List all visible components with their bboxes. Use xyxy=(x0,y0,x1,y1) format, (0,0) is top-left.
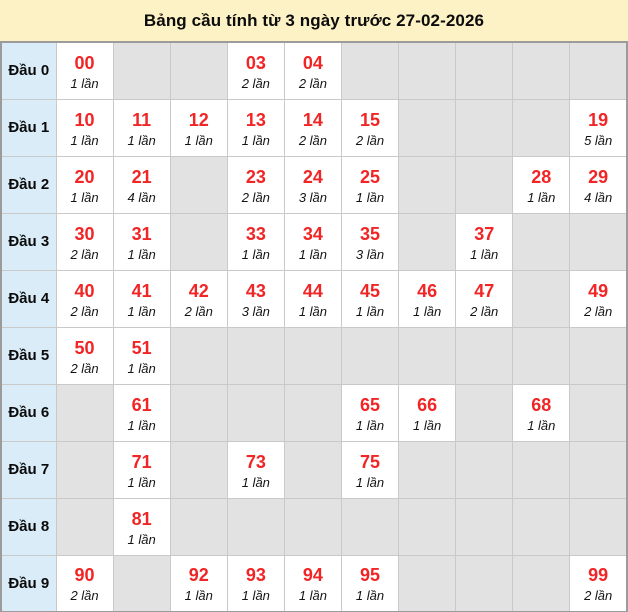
count-value: 1 lần xyxy=(127,360,156,376)
empty-cell xyxy=(513,441,570,498)
count-value: 1 lần xyxy=(355,417,385,433)
empty-cell xyxy=(399,213,456,270)
count-value: 1 lần xyxy=(184,588,213,604)
empty-cell xyxy=(284,498,341,555)
empty-cell xyxy=(227,327,284,384)
empty-cell xyxy=(456,498,513,555)
count-value: 2 lần xyxy=(241,189,270,205)
number-cell xyxy=(513,156,570,213)
number-value: 29 xyxy=(588,166,609,187)
empty-cell xyxy=(513,99,570,156)
number-value: 12 xyxy=(188,109,209,130)
number-cell xyxy=(284,99,341,156)
number-cell xyxy=(341,555,398,612)
empty-cell xyxy=(570,327,627,384)
count-value: 1 lần xyxy=(355,588,385,604)
count-value: 1 lần xyxy=(70,189,99,205)
number-value: 33 xyxy=(245,223,266,244)
number-value: 68 xyxy=(531,394,552,415)
table-row xyxy=(1,270,627,327)
table-row xyxy=(1,213,627,270)
empty-cell xyxy=(456,327,513,384)
empty-cell xyxy=(570,384,627,441)
number-cell xyxy=(341,441,398,498)
empty-cell xyxy=(513,213,570,270)
number-value: 40 xyxy=(74,280,95,301)
number-value: 35 xyxy=(360,223,381,244)
number-value: 50 xyxy=(74,337,95,358)
count-value: 2 lần xyxy=(70,588,99,604)
count-value: 1 lần xyxy=(413,303,442,319)
number-value: 61 xyxy=(131,394,152,415)
empty-cell xyxy=(284,384,341,441)
number-cell xyxy=(341,270,398,327)
number-value: 00 xyxy=(74,52,95,73)
number-value: 44 xyxy=(302,280,323,301)
number-cell xyxy=(113,441,170,498)
count-value: 1 lần xyxy=(527,417,556,433)
empty-cell xyxy=(570,441,627,498)
empty-cell xyxy=(227,498,284,555)
count-value: 1 lần xyxy=(355,474,385,490)
count-value: 1 lần xyxy=(241,132,270,148)
number-cell xyxy=(284,270,341,327)
count-value: 2 lần xyxy=(298,75,328,91)
count-value: 1 lần xyxy=(127,417,156,433)
count-value: 4 lần xyxy=(584,189,613,205)
number-value: 46 xyxy=(417,280,438,301)
number-value: 21 xyxy=(131,166,152,187)
number-cell xyxy=(284,213,341,270)
empty-cell xyxy=(170,156,227,213)
count-value: 1 lần xyxy=(127,246,156,262)
empty-cell xyxy=(284,327,341,384)
table-row xyxy=(1,99,627,156)
number-cell xyxy=(284,42,341,99)
number-value: 13 xyxy=(245,109,266,130)
number-value: 28 xyxy=(531,166,552,187)
empty-cell xyxy=(570,213,627,270)
empty-cell xyxy=(227,384,284,441)
count-value: 2 lần xyxy=(355,132,385,148)
count-value: 1 lần xyxy=(355,303,385,319)
empty-cell xyxy=(56,441,113,498)
number-cell xyxy=(341,99,398,156)
empty-cell xyxy=(170,384,227,441)
number-value: 34 xyxy=(302,223,323,244)
empty-cell xyxy=(456,156,513,213)
number-cell xyxy=(399,384,456,441)
empty-cell xyxy=(56,384,113,441)
number-cell xyxy=(227,42,284,99)
count-value: 1 lần xyxy=(470,246,499,262)
empty-cell xyxy=(570,42,627,99)
table-row xyxy=(1,384,627,441)
count-value: 1 lần xyxy=(127,474,156,490)
number-value: 51 xyxy=(131,337,152,358)
table-row xyxy=(1,498,627,555)
number-value: 23 xyxy=(245,166,266,187)
count-value: 1 lần xyxy=(127,132,156,148)
count-value: 2 lần xyxy=(70,360,99,376)
empty-cell xyxy=(570,498,627,555)
empty-cell xyxy=(513,42,570,99)
number-value: 66 xyxy=(417,394,438,415)
number-value: 24 xyxy=(302,166,323,187)
row-label: Đầu 1 xyxy=(1,99,56,156)
number-cell xyxy=(170,555,227,612)
count-value: 1 lần xyxy=(127,531,156,547)
row-label: Đầu 6 xyxy=(1,384,56,441)
table-row xyxy=(1,327,627,384)
count-value: 1 lần xyxy=(355,189,385,205)
number-value: 10 xyxy=(74,109,95,130)
empty-cell xyxy=(456,99,513,156)
count-value: 2 lần xyxy=(298,132,328,148)
empty-cell xyxy=(513,498,570,555)
empty-cell xyxy=(170,498,227,555)
cau-frequency-table xyxy=(0,41,628,612)
number-cell xyxy=(227,213,284,270)
empty-cell xyxy=(456,42,513,99)
table-row xyxy=(1,441,627,498)
number-value: 30 xyxy=(74,223,95,244)
count-value: 1 lần xyxy=(184,132,213,148)
number-cell xyxy=(56,327,113,384)
number-cell xyxy=(456,213,513,270)
empty-cell xyxy=(513,270,570,327)
count-value: 2 lần xyxy=(470,303,499,319)
number-cell xyxy=(56,555,113,612)
row-label: Đầu 9 xyxy=(1,555,56,612)
empty-cell xyxy=(513,555,570,612)
empty-cell xyxy=(399,498,456,555)
count-value: 2 lần xyxy=(584,303,613,319)
table-row xyxy=(1,42,627,99)
count-value: 1 lần xyxy=(241,474,270,490)
count-value: 3 lần xyxy=(298,189,328,205)
number-cell xyxy=(227,555,284,612)
number-value: 99 xyxy=(588,565,609,586)
number-value: 04 xyxy=(302,52,323,73)
number-value: 41 xyxy=(131,280,152,301)
empty-cell xyxy=(399,555,456,612)
number-value: 19 xyxy=(588,109,609,130)
count-value: 2 lần xyxy=(184,303,213,319)
count-value: 2 lần xyxy=(584,588,613,604)
number-cell xyxy=(284,555,341,612)
empty-cell xyxy=(341,498,398,555)
number-value: 92 xyxy=(188,565,209,586)
empty-cell xyxy=(170,327,227,384)
number-value: 73 xyxy=(245,451,266,472)
count-value: 1 lần xyxy=(298,303,328,319)
number-cell xyxy=(56,213,113,270)
number-cell xyxy=(56,42,113,99)
number-cell xyxy=(170,270,227,327)
number-cell xyxy=(570,555,627,612)
number-cell xyxy=(456,270,513,327)
number-value: 37 xyxy=(474,223,495,244)
number-value: 14 xyxy=(302,109,323,130)
number-value: 25 xyxy=(360,166,381,187)
empty-cell xyxy=(113,555,170,612)
empty-cell xyxy=(513,327,570,384)
number-cell xyxy=(56,99,113,156)
number-cell xyxy=(570,270,627,327)
empty-cell xyxy=(456,441,513,498)
number-value: 71 xyxy=(131,451,152,472)
empty-cell xyxy=(399,156,456,213)
number-cell xyxy=(570,156,627,213)
number-cell xyxy=(399,270,456,327)
number-value: 94 xyxy=(302,565,323,586)
number-value: 65 xyxy=(360,394,381,415)
empty-cell xyxy=(56,498,113,555)
count-value: 1 lần xyxy=(70,132,99,148)
number-cell xyxy=(227,99,284,156)
table-row xyxy=(1,156,627,213)
row-label: Đầu 5 xyxy=(1,327,56,384)
count-value: 1 lần xyxy=(241,588,270,604)
cau-table-body xyxy=(1,42,627,612)
empty-cell xyxy=(341,42,398,99)
count-value: 5 lần xyxy=(584,132,613,148)
number-cell xyxy=(56,156,113,213)
table-title: Bảng cầu tính từ 3 ngày trước 27-02-2026 xyxy=(0,0,628,41)
number-cell xyxy=(341,156,398,213)
count-value: 3 lần xyxy=(241,303,270,319)
empty-cell xyxy=(170,441,227,498)
number-cell xyxy=(56,270,113,327)
empty-cell xyxy=(399,441,456,498)
row-label: Đầu 7 xyxy=(1,441,56,498)
number-cell xyxy=(113,99,170,156)
number-value: 75 xyxy=(360,451,381,472)
row-label: Đầu 8 xyxy=(1,498,56,555)
count-value: 1 lần xyxy=(127,303,156,319)
number-cell xyxy=(341,384,398,441)
row-label: Đầu 4 xyxy=(1,270,56,327)
number-cell xyxy=(227,156,284,213)
count-value: 4 lần xyxy=(127,189,156,205)
number-cell xyxy=(113,327,170,384)
number-cell xyxy=(570,99,627,156)
empty-cell xyxy=(170,42,227,99)
count-value: 2 lần xyxy=(70,246,99,262)
number-cell xyxy=(113,156,170,213)
count-value: 1 lần xyxy=(70,75,99,91)
number-cell xyxy=(170,99,227,156)
empty-cell xyxy=(399,327,456,384)
number-cell xyxy=(513,384,570,441)
number-value: 90 xyxy=(74,565,95,586)
empty-cell xyxy=(284,441,341,498)
empty-cell xyxy=(170,213,227,270)
number-cell xyxy=(113,498,170,555)
number-value: 43 xyxy=(245,280,266,301)
row-label: Đầu 3 xyxy=(1,213,56,270)
empty-cell xyxy=(399,42,456,99)
number-value: 49 xyxy=(588,280,609,301)
count-value: 1 lần xyxy=(298,588,328,604)
number-cell xyxy=(341,213,398,270)
number-value: 81 xyxy=(131,508,152,529)
number-value: 42 xyxy=(188,280,209,301)
table-row xyxy=(1,555,627,612)
empty-cell xyxy=(341,327,398,384)
number-cell xyxy=(113,270,170,327)
number-cell xyxy=(113,384,170,441)
count-value: 3 lần xyxy=(355,246,385,262)
number-value: 15 xyxy=(360,109,381,130)
count-value: 1 lần xyxy=(527,189,556,205)
number-value: 11 xyxy=(132,109,152,130)
number-cell xyxy=(284,156,341,213)
count-value: 1 lần xyxy=(241,246,270,262)
row-label: Đầu 2 xyxy=(1,156,56,213)
number-cell xyxy=(227,270,284,327)
number-value: 47 xyxy=(474,280,495,301)
empty-cell xyxy=(113,42,170,99)
row-label: Đầu 0 xyxy=(1,42,56,99)
count-value: 1 lần xyxy=(413,417,442,433)
number-value: 45 xyxy=(360,280,381,301)
count-value: 1 lần xyxy=(298,246,328,262)
empty-cell xyxy=(456,384,513,441)
number-cell xyxy=(227,441,284,498)
number-value: 95 xyxy=(360,565,381,586)
number-value: 93 xyxy=(245,565,266,586)
empty-cell xyxy=(456,555,513,612)
number-value: 31 xyxy=(131,223,152,244)
number-cell xyxy=(113,213,170,270)
number-value: 20 xyxy=(74,166,95,187)
count-value: 2 lần xyxy=(241,75,270,91)
number-value: 03 xyxy=(245,52,266,73)
empty-cell xyxy=(399,99,456,156)
count-value: 2 lần xyxy=(70,303,99,319)
